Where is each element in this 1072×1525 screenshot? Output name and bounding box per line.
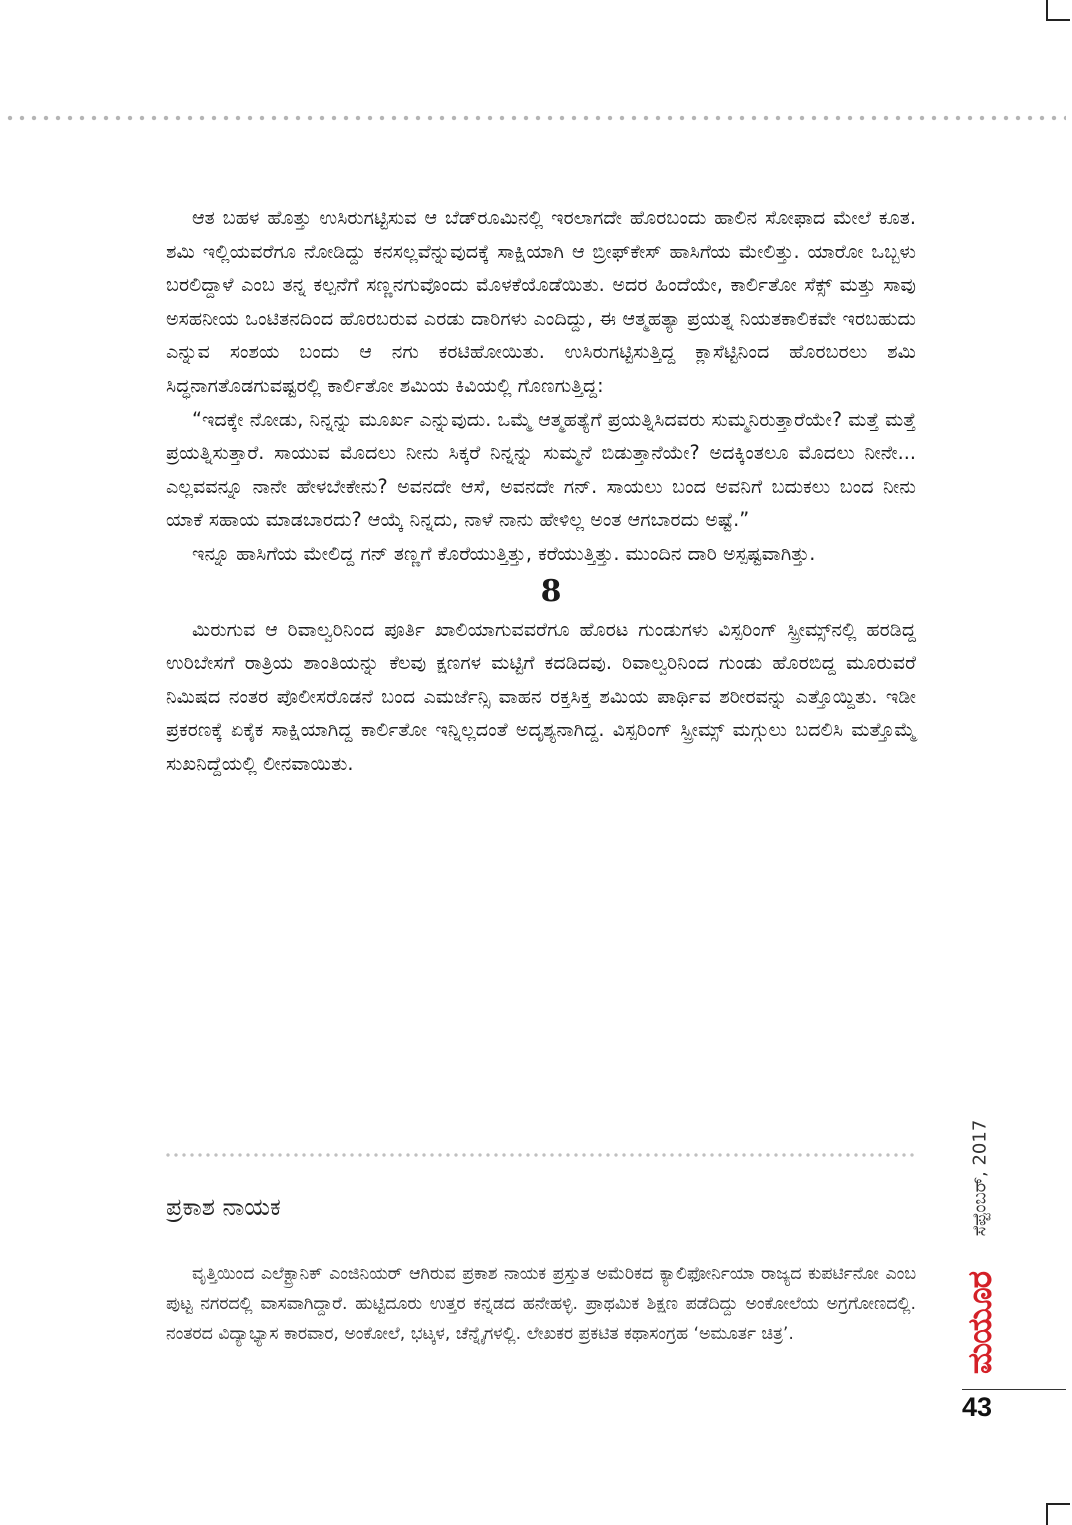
crop-mark-bottom-right: [1046, 1503, 1070, 1505]
story-paragraph: ಆತ ಬಹಳ ಹೊತ್ತು ಉಸಿರುಗಟ್ಟಿಸುವ ಆ ಬೆಡ್‌ರೂಮಿನಲ್ಲಿ ಇರಲಾಗದೇ ಹೊರಬಂದು ಹಾಲಿನ ಸೋಫಾದ ಮೇಲೆ ಕೂತ. ಶಮಿ ಇಲ್ಲಿಯವರೆಗೂ ನೋಡಿದ್ದು ಕನಸಲ್ಲವೆನ್ನುವುದಕ್ಕೆ ಸಾಕ್ಷಿಯಾಗಿ ಆ ಬ್ರೀಫ್‌ಕೇಸ್ ಹಾಸಿಗೆಯ ಮೇಲಿತ್ತು. ಯಾರೋ ಒಬ್ಬಳು ಬರಲಿದ್ದಾಳೆ ಎಂಬ ತನ್ನ ಕಲ್ಪನೆಗೆ ಸಣ್ಣನಗುವೊಂದು ಮೊಳಕೆಯೊಡೆಯಿತು. ಅದರ ಹಿಂದೆಯೇ, ಕಾರ್ಲಿತೋ ಸೆಕ್ಸ್ ಮತ್ತು ಸಾವು ಅಸಹನೀಯ ಒಂಟಿತನದಿಂದ ಹೊರಬರುವ ಎರಡು ದಾರಿಗಳು ಎಂದಿದ್ದು, ಈ ಆತ್ಮಹತ್ಯಾ ಪ್ರಯತ್ನ ನಿಯತಕಾಲಿಕವೇ ಇರಬಹುದು ಎನ್ನುವ ಸಂಶಯ ಬಂದು ಆ ನಗು ಕರಟಿಹೋಯಿತು. ಉಸಿರುಗಟ್ಟಿಸುತ್ತಿದ್ದ ಕ್ಲಾಸೆಟ್ಟಿನಿಂದ ಹೊರಬರಲು ಶಮಿ ಸಿದ್ಧನಾಗತೊಡಗುವಷ್ಟರಲ್ಲಿ ಕಾರ್ಲಿತೋ ಶಮಿಯ ಕಿವಿಯಲ್ಲಿ ಗೊಣಗುತ್ತಿದ್ದ:: [166, 206, 916, 397]
crop-mark-top-right: [1046, 19, 1070, 21]
crop-mark-bottom-right: [1046, 1503, 1048, 1525]
author-bio-text: ವೃತ್ತಿಯಿಂದ ಎಲೆಕ್ಟ್ರಾನಿಕ್ ಎಂಜಿನಿಯರ್ ಆಗಿರುವ ಪ್ರಕಾಶ ನಾಯಕ ಪ್ರಸ್ತುತ ಅಮೆರಿಕದ ಕ್ಯಾಲಿಫೋರ್ನಿಯಾ ರಾಜ್ಯದ ಕುಪರ್ಟಿನೋ ಎಂಬ ಪುಟ್ಟ ನಗರದಲ್ಲಿ ವಾಸವಾಗಿದ್ದಾರೆ. ಹುಟ್ಟಿದೂರು ಉತ್ತರ ಕನ್ನಡದ ಹನೇಹಳ್ಳಿ. ಪ್ರಾಥಮಿಕ ಶಿಕ್ಷಣ ಪಡೆದಿದ್ದು ಅಂಕೋಲೆಯ ಅಗ್ರಗೋಣದಲ್ಲಿ. ನಂತರದ ವಿದ್ಯಾಭ್ಯಾಸ ಕಾರವಾರ, ಅಂಕೋಲೆ, ಭಟ್ಕಳ, ಚೆನ್ನೈಗಳಲ್ಲಿ. ಲೇಖಕರ ಪ್ರಕಟಿತ ಕಥಾಸಂಗ್ರಹ ‘ಅಮೂರ್ತ ಚಿತ್ರ’.: [166, 1264, 916, 1344]
top-dotted-rule: [4, 114, 1066, 122]
chapter-number: 8: [540, 573, 562, 609]
story-paragraph: ಇನ್ನೂ ಹಾಸಿಗೆಯ ಮೇಲಿದ್ದ ಗನ್ ತಣ್ಣಗೆ ಕೊರೆಯುತ್ತಿತ್ತು, ಕರೆಯುತ್ತಿತ್ತು. ಮುಂದಿನ ದಾರಿ ಅಸ್ಪಷ್ಟವಾಗಿತ್ತು.: [192, 541, 816, 565]
magazine-logo: ಮಯೂರ: [960, 1271, 999, 1375]
section-dotted-rule: [164, 1152, 918, 1158]
story-paragraph: “ಇದಕ್ಕೇ ನೋಡು, ನಿನ್ನನ್ನು ಮೂರ್ಖ ಎನ್ನುವುದು. ಒಮ್ಮೆ ಆತ್ಮಹತ್ಯೆಗೆ ಪ್ರಯತ್ನಿಸಿದವರು ಸುಮ್ಮನಿರುತ್ತಾರೆಯೇ? ಮತ್ತೆ ಮತ್ತೆ ಪ್ರಯತ್ನಿಸುತ್ತಾರೆ. ಸಾಯುವ ಮೊದಲು ನೀನು ಸಿಕ್ಕರೆ ನಿನ್ನನ್ನು ಸುಮ್ಮನೆ ಬಿಡುತ್ತಾನೆಯೇ? ಅದಕ್ಕಿಂತಲೂ ಮೊದಲು ನೀನೇ... ಎಲ್ಲವವನ್ನೂ ನಾನೇ ಹೇಳಬೇಕೇನು? ಅವನದೇ ಆಸೆ, ಅವನದೇ ಗನ್. ಸಾಯಲು ಬಂದ ಅವನಿಗೆ ಬದುಕಲು ಬಂದ ನೀನು ಯಾಕೆ ಸಹಾಯ ಮಾಡಬಾರದು? ಆಯ್ಕೆ ನಿನ್ನದು, ನಾಳೆ ನಾನು ಹೇಳಿಲ್ಲ ಅಂತ ಆಗಬಾರದು ಅಷ್ಟೆ.”: [166, 407, 916, 532]
page-number-rule: [962, 1389, 1066, 1390]
issue-date: ಸೆಪ್ಟೆಂಬರ್, 2017: [969, 1119, 991, 1237]
author-bio: [166, 1259, 916, 1349]
story-body: [166, 201, 916, 781]
story-paragraph: ಮಿರುಗುವ ಆ ರಿವಾಲ್ವರಿನಿಂದ ಪೂರ್ತಿ ಖಾಲಿಯಾಗುವವರೆಗೂ ಹೊರಟ ಗುಂಡುಗಳು ವಿಸ್ಪರಿಂಗ್ ಸ್ಪ್ರೀಮ್ಸ್‌ನಲ್ಲಿ ಹರಡಿದ್ದ ಉರಿಬೇಸಗೆ ರಾತ್ರಿಯ ಶಾಂತಿಯನ್ನು ಕೆಲವು ಕ್ಷಣಗಳ ಮಟ್ಟಿಗೆ ಕದಡಿದವು. ರಿವಾಲ್ವರಿನಿಂದ ಗುಂಡು ಹೊರಬಿದ್ದ ಮೂರುವರೆ ನಿಮಿಷದ ನಂತರ ಪೊಲೀಸರೊಡನೆ ಬಂದ ಎಮರ್ಜೆನ್ಸಿ ವಾಹನ ರಕ್ತಸಿಕ್ತ ಶಮಿಯ ಪಾರ್ಥಿವ ಶರೀರವನ್ನು ಎತ್ತೊಯ್ದಿತು. ಇಡೀ ಪ್ರಕರಣಕ್ಕೆ ಏಕೈಕ ಸಾಕ್ಷಿಯಾಗಿದ್ದ ಕಾರ್ಲಿತೋ ಇನ್ನಿಲ್ಲದಂತೆ ಅದೃಶ್ಯನಾಗಿದ್ದ. ವಿಸ್ಪರಿಂಗ್ ಸ್ಪ್ರೀಮ್ಸ್ ಮಗ್ಗುಲು ಬದಲಿಸಿ ಮತ್ತೊಮ್ಮೆ ಸುಖನಿದ್ದೆಯಲ್ಲಿ ಲೀನವಾಯಿತು.: [166, 617, 916, 775]
page-number: 43: [962, 1392, 993, 1422]
crop-mark-top-right: [1046, 0, 1048, 20]
author-name: ಪ್ರಕಾಶ ನಾಯಕ: [166, 1193, 281, 1221]
